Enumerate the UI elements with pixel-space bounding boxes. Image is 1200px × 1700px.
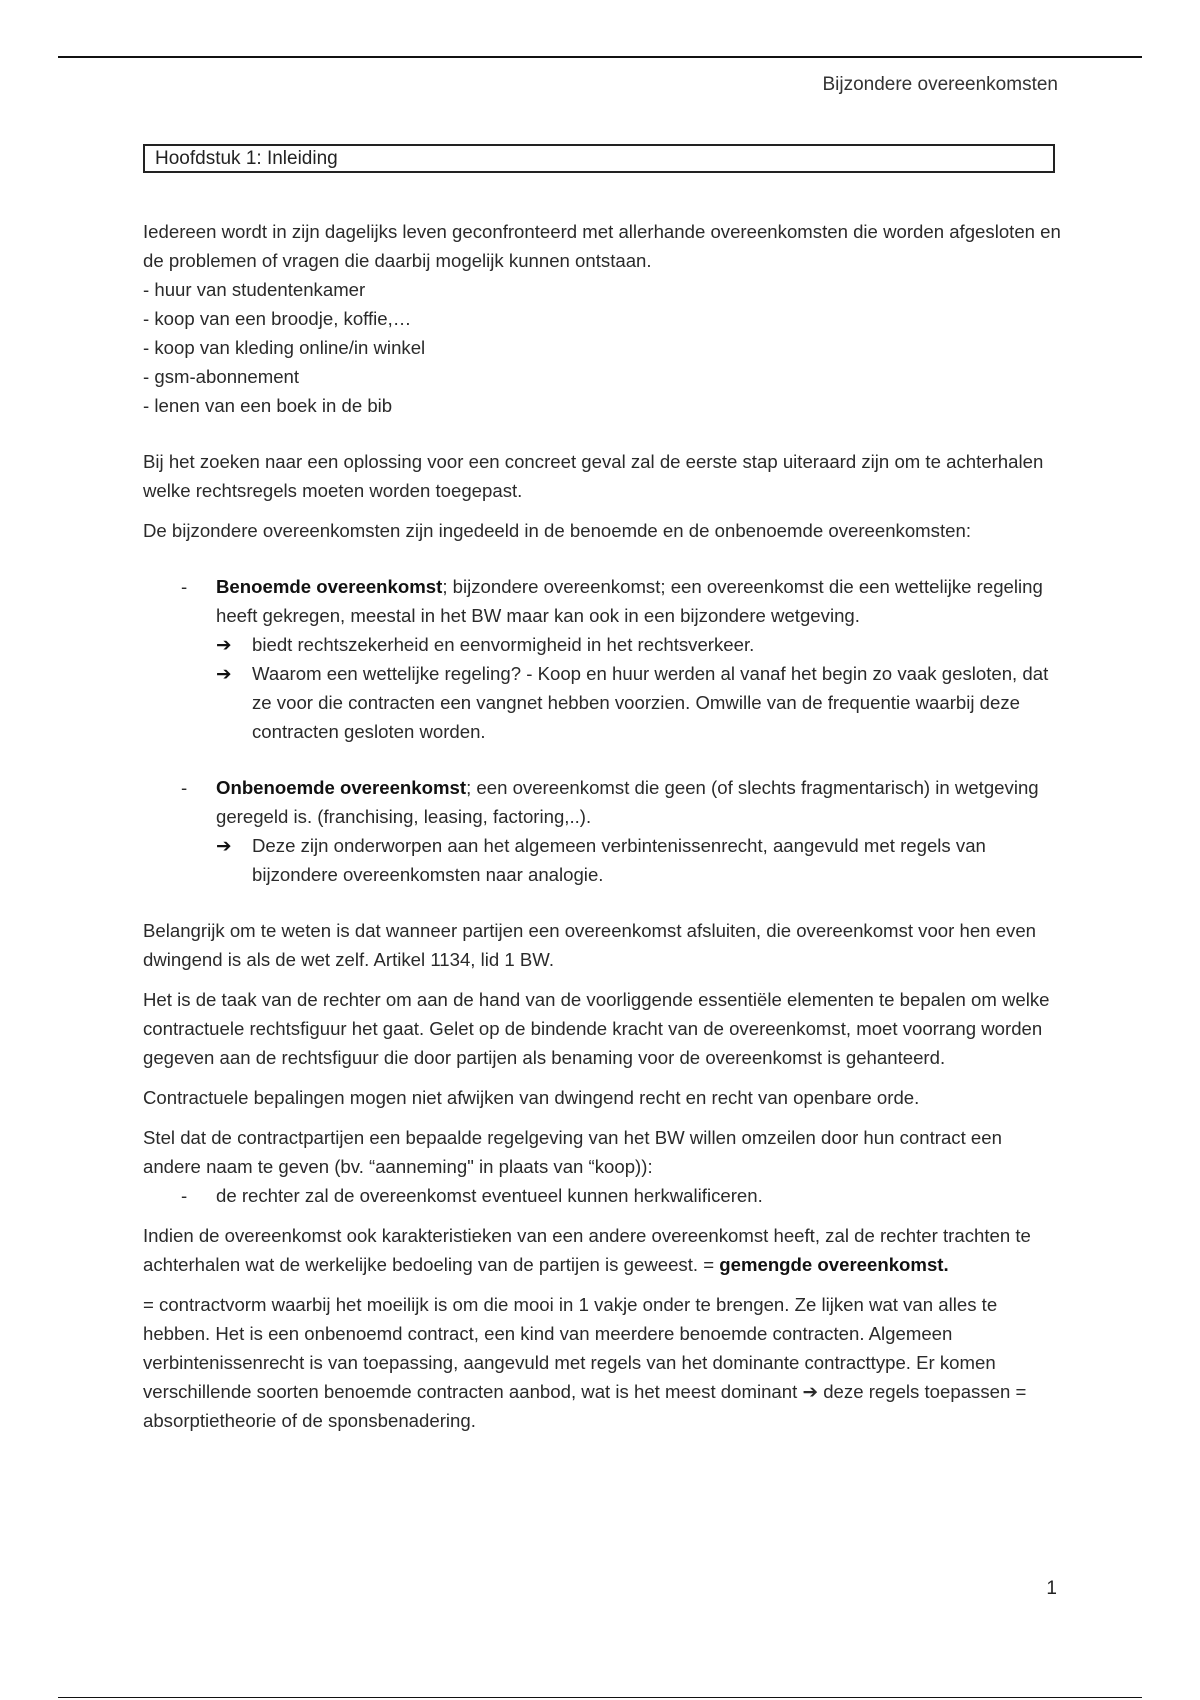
circumvent-paragraph: Stel dat de contractpartijen een bepaalde regelgeving van het BW willen omzeilen door hun contract een andere naam te geven (bv. “aanneming" in plaats van “koop)):: [143, 1127, 1002, 1177]
unnamed-contract-term: Onbenoemde overeenkomst: [216, 777, 467, 798]
search-paragraph: Bij het zoeken naar een oplossing voor een concreet geval zal de eerste stap uiteraard zijn om te achterhalen welke rechtsregels moeten worden toegepast.: [143, 451, 1044, 501]
list-item: - koop van een broodje, koffie,…: [143, 308, 412, 329]
judge-paragraph: Het is de taak van de rechter om aan de hand van de voorliggende essentiële elementen te bepalen om welke contractuele rechtsfiguur het gaat. Gelet op de bindende kracht van de overeenkomst, moet voorrang worden gegeven aan de rechtsfiguur die door partijen als benaming voor de overeenkomst is gehanteerd.: [143, 989, 1050, 1068]
chapter-title: Hoofdstuk 1: Inleiding: [155, 148, 338, 169]
arrow-right-icon: ➔: [216, 835, 232, 856]
examples-list: [143, 275, 1063, 420]
page-number: 1: [1046, 1578, 1057, 1599]
mixed-contract-text: Indien de overeenkomst ook karakteristieken van een andere overeenkomst heeft, zal de rechter trachten te achterhalen wat de werkelijke bedoeling van de partijen is geweest. =: [143, 1225, 1031, 1275]
named-point-text: biedt rechtszekerheid en eenvormigheid in het rechtsverkeer.: [252, 634, 755, 655]
list-item: - koop van kleding online/in winkel: [143, 337, 426, 358]
dash-bullet: -: [181, 576, 188, 597]
arrow-right-icon: ➔: [216, 634, 232, 655]
footer-rule: [58, 1697, 1142, 1698]
unnamed-contract-definition: [143, 773, 1063, 889]
public-order-paragraph: Contractuele bepalingen mogen niet afwijken van dwingend recht en recht van openbare orde.: [143, 1087, 920, 1108]
unnamed-contract-text: ; een overeenkomst die geen (of slechts fragmentarisch) in wetgeving geregeld is. (franchising, leasing, factoring,..).: [216, 777, 1039, 827]
list-item: - lenen van een boek in de bib: [143, 395, 393, 416]
named-contract-term: Benoemde overeenkomst: [216, 576, 443, 597]
mixed-contract-paragraph: [143, 1221, 1063, 1279]
list-item: - huur van studentenkamer: [143, 279, 366, 300]
chapter-title-box: [143, 144, 1055, 173]
named-contract-definition: [143, 572, 1063, 746]
unnamed-point-text: Deze zijn onderworpen aan het algemeen verbintenissenrecht, aangevuld met regels van bijzondere overeenkomsten naar analogie.: [252, 835, 986, 885]
named-point-text: Waarom een wettelijke regeling? - Koop en huur werden al vanaf het begin zo vaak gesloten, dat ze voor die contracten een vangnet hebben voorzien. Omwille van de frequentie waarbij deze contracten gesloten worden.: [252, 663, 1049, 742]
division-paragraph: De bijzondere overeenkomsten zijn ingedeeld in de benoemde en de onbenoemde overeenkomsten:: [143, 520, 971, 541]
arrow-right-icon: ➔: [216, 663, 232, 684]
mixed-contract-definition: [143, 1290, 1063, 1435]
circumvent-point: [143, 1181, 1063, 1210]
circumvent-point-text: de rechter zal de overeenkomst eventueel kunnen herkwalificeren.: [216, 1185, 763, 1206]
unnamed-point-1: [216, 831, 1063, 889]
document-body: [143, 217, 1063, 1435]
intro-paragraph: Iedereen wordt in zijn dagelijks leven geconfronteerd met allerhande overeenkomsten die worden afgesloten en de problemen of vragen die daarbij mogelijk kunnen ontstaan.: [143, 221, 1061, 271]
binding-force-paragraph: Belangrijk om te weten is dat wanneer partijen een overeenkomst afsluiten, die overeenkomst voor hen even dwingend is als de wet zelf. Artikel 1134, lid 1 BW.: [143, 920, 1037, 970]
named-point-1: [216, 630, 1063, 659]
arrow-right-icon: ➔: [802, 1381, 819, 1402]
mixed-contract-term: gemengde overeenkomst.: [719, 1254, 949, 1275]
named-contract-text: ; bijzondere overeenkomst; een overeenkomst die een wettelijke regeling heeft gekregen, meestal in het BW maar kan ook in een bijzondere wetgeving.: [216, 576, 1043, 626]
running-header-title: Bijzondere overeenkomsten: [822, 74, 1058, 95]
header-rule: [58, 56, 1142, 58]
dash-bullet: -: [181, 777, 188, 798]
mixed-definition-end: deze regels toepassen = absorptietheorie of de sponsbenadering.: [143, 1381, 1027, 1431]
dash-bullet: -: [181, 1185, 188, 1206]
named-point-2: [216, 659, 1063, 746]
list-item: - gsm-abonnement: [143, 366, 300, 387]
mixed-definition-text: = contractvorm waarbij het moeilijk is om die mooi in 1 vakje onder te brengen. Ze lijken wat van alles te hebben. Het is een onbenoemd contract, een kind van meerdere benoemde contracten. Algemeen verbintenissenrecht is van toepassing, aangevuld met regels van het dominante contracttype. Er komen verschillende soorten benoemde contracten aanbod, wat is het meest dominant: [143, 1294, 998, 1402]
